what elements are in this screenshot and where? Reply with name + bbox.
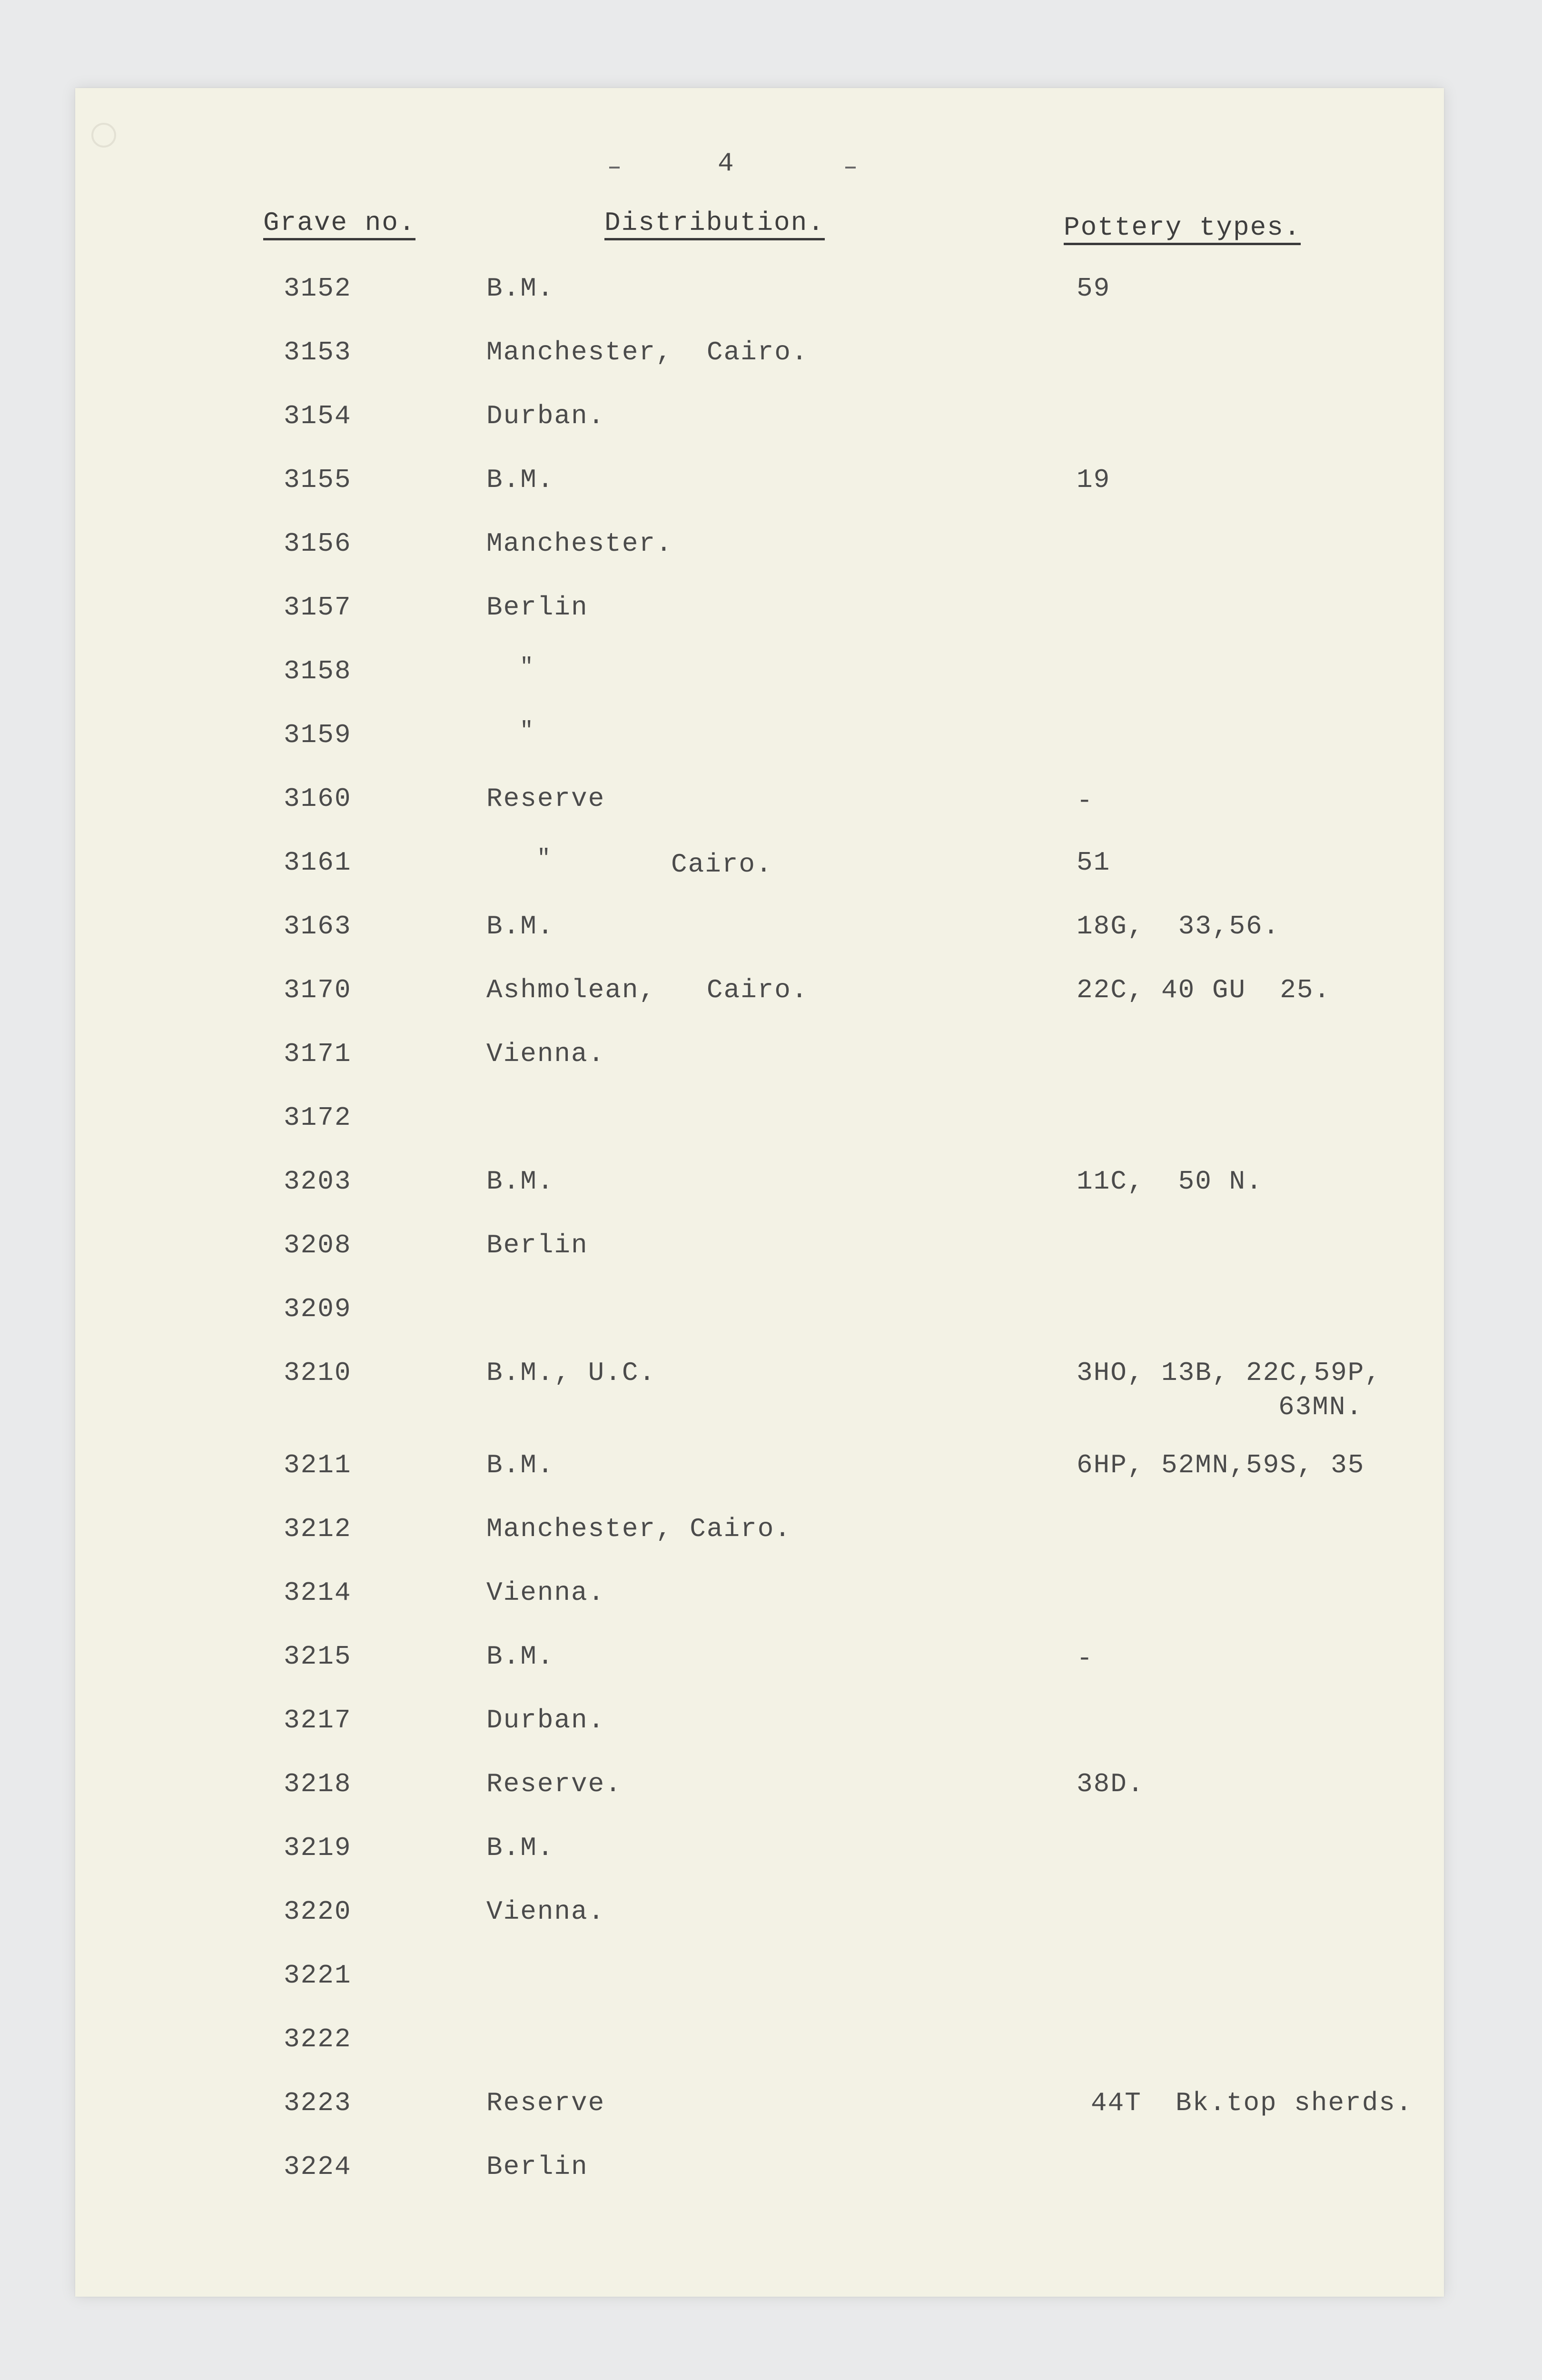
distribution-cell: Ashmolean, Cairo. <box>486 975 809 1005</box>
distribution-cell: B.M. <box>486 1166 554 1197</box>
stamp-mark <box>91 123 116 148</box>
pottery-types-cell: 11C, 50 N. <box>1077 1166 1263 1197</box>
distribution-cell: B.M. <box>486 911 554 942</box>
grave-number: 3160 <box>284 783 352 814</box>
grave-number: 3163 <box>284 911 352 942</box>
pottery-types-cell: 3HO, 13B, 22C,59P, <box>1077 1358 1382 1388</box>
distribution-cell: B.M. <box>486 465 554 495</box>
distribution-cell: Reserve <box>486 2088 605 2118</box>
grave-number: 3152 <box>284 273 352 304</box>
distribution-cell-extra: Cairo. <box>671 849 773 880</box>
distribution-cell: B.M., U.C. <box>486 1358 656 1388</box>
distribution-cell: Vienna. <box>486 1039 605 1069</box>
pottery-types-cell: 38D. <box>1077 1769 1145 1799</box>
pottery-types-cell: 19 <box>1077 465 1111 495</box>
distribution-cell: Manchester. <box>486 528 673 559</box>
distribution-cell: Berlin <box>486 1230 588 1260</box>
distribution-cell: Durban. <box>486 1705 605 1735</box>
grave-number: 3159 <box>284 720 352 750</box>
grave-number: 3224 <box>284 2152 352 2182</box>
ditto-mark: " <box>520 654 534 680</box>
distribution-cell: B.M. <box>486 273 554 304</box>
grave-number: 3154 <box>284 401 352 431</box>
grave-number: 3153 <box>284 337 352 367</box>
header-distribution: Distribution. <box>604 209 825 240</box>
page-number: 4 <box>718 148 735 178</box>
distribution-cell: B.M. <box>486 1833 554 1863</box>
distribution-cell: Durban. <box>486 401 605 431</box>
distribution-cell: Berlin <box>486 592 588 623</box>
page-number-dash-right <box>845 167 856 169</box>
grave-number: 3157 <box>284 592 352 623</box>
grave-number: 3156 <box>284 528 352 559</box>
distribution-cell: B.M. <box>486 1450 554 1480</box>
grave-number: 3172 <box>284 1102 352 1133</box>
grave-number: 3212 <box>284 1514 352 1544</box>
pottery-types-cell: 6HP, 52MN,59S, 35 <box>1077 1450 1365 1480</box>
grave-number: 3161 <box>284 847 352 878</box>
pottery-types-cell: - <box>1077 1643 1094 1674</box>
distribution-cell: Vienna. <box>486 1896 605 1927</box>
distribution-cell: B.M. <box>486 1641 554 1672</box>
grave-number: 3220 <box>284 1896 352 1927</box>
distribution-cell: Vienna. <box>486 1577 605 1608</box>
grave-number: 3210 <box>284 1358 352 1388</box>
grave-number: 3158 <box>284 656 352 686</box>
pottery-types-cell: 22C, 40 GU 25. <box>1077 975 1331 1005</box>
grave-number: 3217 <box>284 1705 352 1735</box>
distribution-cell: Reserve. <box>486 1769 622 1799</box>
pottery-types-cell: 51 <box>1077 847 1111 878</box>
grave-number: 3222 <box>284 2024 352 2054</box>
header-grave-no: Grave no. <box>263 209 415 240</box>
pottery-types-cell: 18G, 33,56. <box>1077 911 1280 942</box>
page-number-dash-left <box>609 167 620 169</box>
pottery-types-cell: - <box>1077 785 1094 816</box>
grave-number: 3214 <box>284 1577 352 1608</box>
grave-number: 3170 <box>284 975 352 1005</box>
grave-number: 3171 <box>284 1039 352 1069</box>
grave-number: 3208 <box>284 1230 352 1260</box>
header-pottery-types: Pottery types. <box>1064 214 1301 245</box>
distribution-cell: Reserve <box>486 783 605 814</box>
grave-number: 3215 <box>284 1641 352 1672</box>
pottery-types-cell: 59 <box>1077 273 1111 304</box>
pottery-types-continuation: 63MN. <box>1278 1392 1364 1422</box>
distribution-cell: Manchester, Cairo. <box>486 337 809 367</box>
grave-number: 3155 <box>284 465 352 495</box>
ditto-mark: " <box>520 718 534 744</box>
ditto-mark: " <box>537 846 552 872</box>
grave-number: 3218 <box>284 1769 352 1799</box>
grave-number: 3211 <box>284 1450 352 1480</box>
grave-number: 3203 <box>284 1166 352 1197</box>
grave-number: 3223 <box>284 2088 352 2118</box>
grave-number: 3209 <box>284 1294 352 1324</box>
distribution-cell: Manchester, Cairo. <box>486 1514 791 1544</box>
pottery-types-cell: 44T Bk.top sherds. <box>1091 2088 1413 2118</box>
grave-number: 3221 <box>284 1960 352 1991</box>
distribution-cell: Berlin <box>486 2152 588 2182</box>
grave-number: 3219 <box>284 1833 352 1863</box>
